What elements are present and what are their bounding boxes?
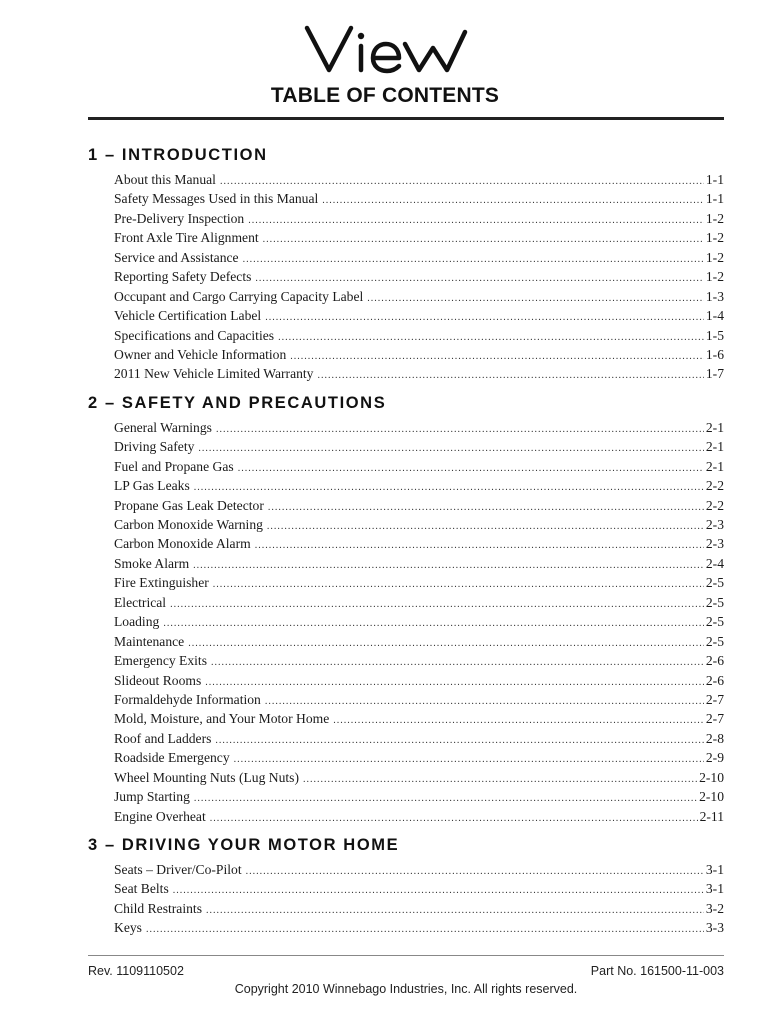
toc-entry[interactable]: [114, 228, 724, 247]
entry-page: 2-6: [705, 653, 724, 669]
toc-entry[interactable]: [114, 879, 724, 898]
entry-page: 2-2: [705, 497, 724, 513]
toc-section-introduction: [88, 140, 724, 384]
dot-leader: [255, 536, 704, 553]
entry-page: 3-1: [705, 881, 724, 897]
entry-page: 3-3: [705, 920, 724, 936]
entry-page: 2-6: [705, 672, 724, 688]
toc-entry[interactable]: [114, 345, 724, 364]
entry-label: Propane Gas Leak Detector: [114, 497, 264, 513]
dot-leader: [206, 901, 704, 918]
entry-page: 2-5: [705, 594, 724, 610]
entry-page: 2-2: [705, 478, 724, 494]
dot-leader: [194, 478, 704, 495]
entry-label: Carbon Monoxide Warning: [114, 517, 263, 532]
toc-entry[interactable]: [114, 690, 724, 709]
entry-page: 1-3: [705, 288, 724, 304]
entry-label: Roof and Ladders: [114, 730, 212, 746]
entry-page: 3-2: [705, 900, 724, 916]
toc-entry[interactable]: [114, 170, 724, 189]
toc-entry[interactable]: [114, 515, 724, 534]
entry-page: 2-7: [705, 691, 724, 707]
dot-leader: [268, 498, 704, 515]
entry-page: 1-5: [705, 327, 724, 343]
entry-page: 2-10: [699, 769, 724, 785]
toc-entry[interactable]: [114, 651, 724, 670]
dot-leader: [317, 366, 703, 383]
entry-page: 2-3: [705, 517, 724, 532]
toc-entry[interactable]: [114, 632, 724, 651]
entry-label: 2011 New Vehicle Limited Warranty: [114, 366, 314, 382]
toc-entry[interactable]: [114, 748, 724, 767]
entry-label: Maintenance: [114, 633, 185, 649]
entry-page: 1-2: [705, 230, 724, 246]
entry-label: Loading: [114, 614, 160, 630]
toc-entry[interactable]: [114, 457, 724, 476]
toc-entry[interactable]: [114, 189, 724, 208]
entry-label: Seats – Driver/Co-Pilot: [114, 862, 242, 877]
dot-leader: [146, 920, 704, 937]
section-heading: 1 – INTRODUCTION: [88, 146, 268, 164]
dot-leader: [246, 862, 704, 879]
entry-page: 1-2: [705, 269, 724, 285]
part-number: Part No. 161500-11-003: [590, 964, 724, 978]
entry-label: Front Axle Tire Alignment: [114, 230, 259, 246]
toc-entry[interactable]: [114, 860, 724, 879]
entry-label: Formaldehyde Information: [114, 691, 261, 707]
entry-page: 2-11: [699, 808, 724, 824]
entry-label: Occupant and Cargo Carrying Capacity Label: [114, 288, 364, 304]
toc-entry[interactable]: [114, 306, 724, 325]
entry-page: 3-1: [705, 862, 724, 877]
dot-leader: [333, 711, 704, 728]
entry-label: Mold, Moisture, and Your Motor Home: [114, 711, 330, 727]
page-title: TABLE OF CONTENTS: [270, 84, 500, 107]
entry-label: Seat Belts: [114, 881, 169, 897]
entry-list: [88, 170, 724, 384]
dot-leader: [194, 789, 697, 806]
entry-page: 2-4: [705, 555, 724, 571]
dot-leader: [267, 517, 704, 534]
entry-page: 2-3: [705, 536, 724, 552]
entry-page: 2-5: [705, 575, 724, 591]
dot-leader: [198, 439, 703, 456]
dot-leader: [211, 653, 704, 670]
entry-label: General Warnings: [114, 419, 212, 435]
dot-leader: [243, 250, 704, 267]
entry-page: 2-8: [705, 730, 724, 746]
entry-label: Slideout Rooms: [114, 672, 202, 688]
entry-page: 1-1: [705, 191, 724, 207]
entry-page: 2-9: [705, 750, 724, 766]
toc-entry[interactable]: [114, 248, 724, 267]
entry-page: 2-5: [705, 633, 724, 649]
toc-section-safety: [88, 388, 724, 826]
toc-entry[interactable]: [114, 573, 724, 592]
dot-leader: [170, 595, 704, 612]
dot-leader: [173, 881, 704, 898]
entry-label: Carbon Monoxide Alarm: [114, 536, 251, 552]
section-heading: 3 – DRIVING YOUR MOTOR HOME: [88, 836, 400, 854]
entry-label: About this Manual: [114, 172, 216, 187]
entry-page: 2-1: [705, 419, 724, 435]
toc-entry[interactable]: [114, 496, 724, 515]
toc-entry[interactable]: [114, 267, 724, 286]
entry-label: Keys: [114, 920, 142, 936]
dot-leader: [265, 692, 704, 709]
entry-label: Service and Assistance: [114, 249, 239, 265]
entry-page: 2-7: [705, 711, 724, 727]
toc-entry[interactable]: [114, 807, 724, 826]
view-logo-graphic: [295, 18, 475, 82]
entry-list: [88, 418, 724, 826]
dot-leader: [248, 211, 704, 228]
dot-leader: [263, 230, 704, 247]
dot-leader: [220, 172, 704, 189]
dot-leader: [290, 347, 704, 364]
title-divider: [88, 117, 724, 120]
entry-page: 2-1: [705, 458, 724, 474]
toc-entry[interactable]: [114, 593, 724, 612]
toc-entry[interactable]: [114, 534, 724, 553]
copyright-notice: Copyright 2010 Winnebago Industries, Inc. All rights reserved.: [234, 982, 578, 996]
entry-page: 2-1: [705, 439, 724, 455]
dot-leader: [215, 731, 703, 748]
entry-label: Driving Safety: [114, 439, 195, 455]
toc-entry[interactable]: [114, 709, 724, 728]
dot-leader: [188, 634, 704, 651]
entry-label: Roadside Emergency: [114, 750, 230, 766]
toc-entry[interactable]: [114, 729, 724, 748]
entry-label: Vehicle Certification Label: [114, 308, 262, 324]
entry-page: 1-2: [705, 249, 724, 265]
revision-number: Rev. 1109110502: [88, 964, 184, 978]
toc-entry[interactable]: [114, 326, 724, 345]
entry-label: Smoke Alarm: [114, 555, 190, 571]
dot-leader: [234, 750, 704, 767]
entry-page: 2-10: [699, 789, 724, 805]
toc-entry[interactable]: [114, 287, 724, 306]
entry-label: Electrical: [114, 594, 167, 610]
entry-label: Owner and Vehicle Information: [114, 346, 287, 362]
entry-label: LP Gas Leaks: [114, 478, 190, 494]
dot-leader: [193, 556, 704, 573]
entry-label: Engine Overheat: [114, 808, 206, 824]
entry-label: Child Restraints: [114, 900, 202, 916]
toc-entry[interactable]: [114, 918, 724, 937]
table-of-contents: [88, 140, 724, 938]
toc-entry[interactable]: [114, 787, 724, 806]
entry-label: Wheel Mounting Nuts (Lug Nuts): [114, 769, 300, 785]
entry-label: Fire Extinguisher: [114, 575, 209, 591]
toc-entry[interactable]: [114, 476, 724, 495]
toc-entry[interactable]: [114, 671, 724, 690]
dot-leader: [205, 673, 704, 690]
entry-page: 2-5: [705, 614, 724, 630]
dot-leader: [238, 459, 704, 476]
entry-label: Jump Starting: [114, 789, 190, 805]
dot-leader: [265, 308, 704, 325]
dot-leader: [213, 575, 704, 592]
dot-leader: [163, 614, 704, 631]
entry-label: Fuel and Propane Gas: [114, 458, 234, 474]
dot-leader: [322, 191, 704, 208]
toc-entry[interactable]: [114, 437, 724, 456]
dot-leader: [367, 289, 704, 306]
toc-entry[interactable]: [114, 418, 724, 437]
entry-page: 1-4: [705, 308, 724, 324]
entry-label: Pre-Delivery Inspection: [114, 210, 245, 226]
entry-label: Reporting Safety Defects: [114, 269, 252, 285]
toc-entry[interactable]: [114, 209, 724, 228]
footer-divider: [88, 955, 724, 956]
toc-entry[interactable]: [114, 768, 724, 787]
dot-leader: [255, 269, 703, 286]
toc-entry[interactable]: [114, 364, 724, 383]
entry-page: 1-2: [705, 210, 724, 226]
dot-leader: [278, 328, 704, 345]
toc-section-driving: [88, 830, 724, 938]
entry-page: 1-7: [705, 366, 724, 382]
entry-label: Emergency Exits: [114, 653, 207, 669]
section-heading: 2 – SAFETY AND PRECAUTIONS: [88, 393, 387, 412]
toc-entry[interactable]: [114, 554, 724, 573]
entry-label: Safety Messages Used in this Manual: [114, 191, 319, 207]
view-logo: [0, 18, 770, 82]
entry-page: 1-6: [705, 346, 724, 362]
dot-leader: [210, 809, 698, 826]
entry-label: Specifications and Capacities: [114, 327, 275, 343]
dot-leader: [216, 420, 704, 437]
entry-page: 1-1: [705, 172, 724, 187]
entry-list: [88, 860, 724, 938]
toc-entry[interactable]: [114, 899, 724, 918]
toc-entry[interactable]: [114, 612, 724, 631]
dot-leader: [303, 770, 697, 787]
